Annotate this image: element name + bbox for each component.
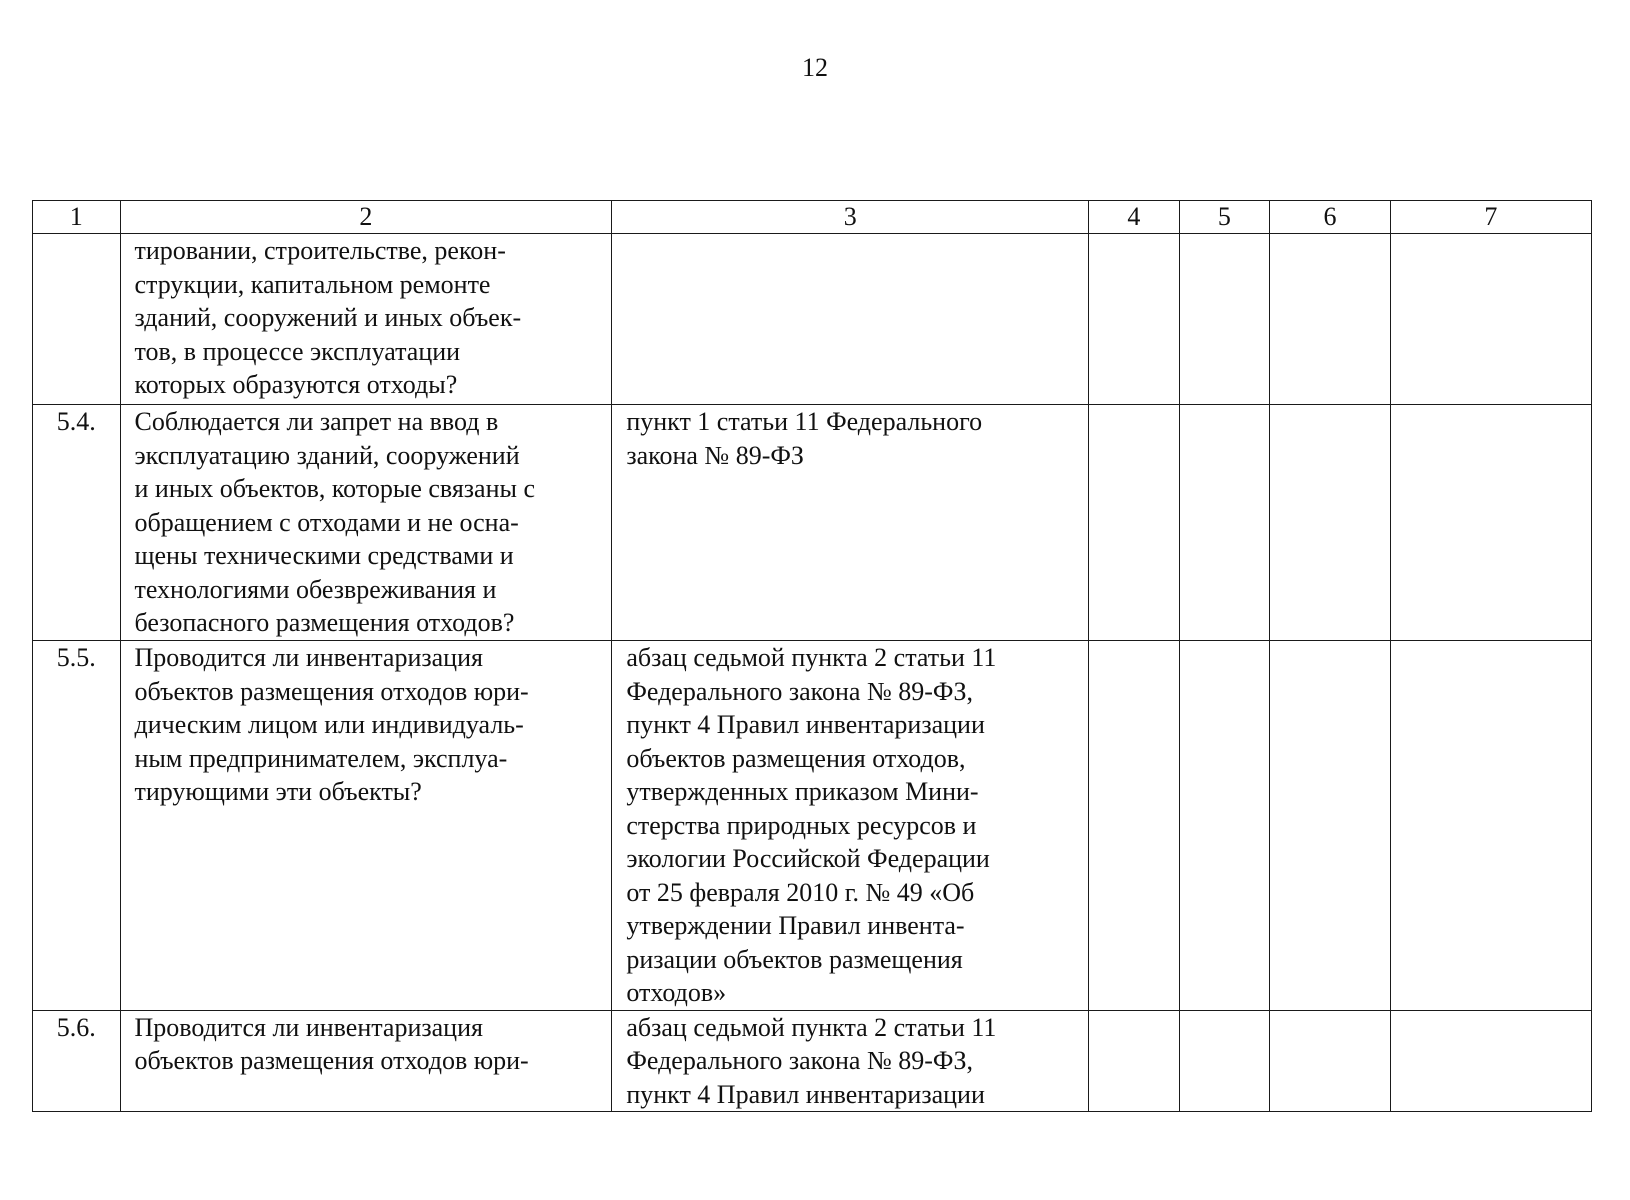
question-cell [120,641,612,1011]
basis-line: объектов размещения отходов, [626,743,966,773]
question-line: которых образуются отходы? [134,370,458,399]
question-line: безопасного размещения отходов? [134,608,515,637]
basis-line: Федерального закона № 89-ФЗ, [626,676,973,706]
answer-cell-col4 [1089,641,1180,1011]
legal-basis-cell [612,405,1089,641]
question-line: щены техническими средствами и [134,541,514,570]
column-header-7: 7 [1390,201,1591,234]
column-header-4: 4 [1089,201,1180,234]
question-cell [120,1010,612,1112]
question-line: обращением с отходами и не осна- [134,507,519,537]
row-number-cell: 5.5. [33,641,121,1011]
basis-line: пункт 1 статьи 11 Федерального [626,407,983,436]
legal-basis-cell [612,641,1089,1011]
question-line: тировании, строительстве, рекон- [134,236,506,265]
column-header-5: 5 [1179,201,1270,234]
answer-cell-col6 [1270,234,1391,405]
question-line: дическим лицом или индивидуаль- [134,710,524,739]
table-row-continuation [33,234,1592,405]
answer-cell-col7 [1390,234,1591,405]
column-header-2: 2 [120,201,612,234]
question-line: тов, в процессе эксплуатации [134,336,461,366]
question-cell [120,234,612,405]
table-row-5-5 [33,641,1592,1011]
basis-line: от 25 февраля 2010 г. № 49 «Об [626,877,975,907]
row-number-cell: 5.4. [33,405,121,641]
table-row-5-4 [33,405,1592,641]
answer-cell-col7 [1390,1010,1591,1112]
answer-cell-col5 [1179,641,1270,1011]
basis-line: пункт 4 Правил инвентаризации [626,1079,985,1109]
answer-cell-col5 [1179,1010,1270,1112]
answer-cell-col5 [1179,234,1270,405]
question-line: объектов размещения отходов юри- [134,1046,529,1075]
basis-line: абзац седьмой пункта 2 статьи 11 [626,643,997,672]
question-line: тирующими эти объекты? [134,777,422,806]
basis-line: стерства природных ресурсов и [626,810,977,840]
basis-line: утверждении Правил инвента- [626,911,965,940]
answer-cell-col6 [1270,1010,1391,1112]
basis-line: Федерального закона № 89-ФЗ, [626,1046,973,1075]
page-number: 12 [802,53,828,82]
basis-line: утвержденных приказом Мини- [626,777,979,806]
question-line: Соблюдается ли запрет на ввод в [134,407,499,436]
question-line: Проводится ли инвентаризация [134,643,483,672]
question-line: эксплуатацию зданий, сооружений [134,440,520,470]
answer-cell-col7 [1390,405,1591,641]
question-line: объектов размещения отходов юри- [134,676,529,706]
question-line: и иных объектов, которые связаны с [134,474,536,503]
basis-line: закона № 89-ФЗ [626,440,804,470]
table-header-row [33,201,1592,234]
question-cell [120,405,612,641]
question-line: ным предпринимателем, эксплуа- [134,743,508,773]
answer-cell-col5 [1179,405,1270,641]
answer-cell-col4 [1089,234,1180,405]
question-line: Проводится ли инвентаризация [134,1012,483,1042]
answer-cell-col6 [1270,405,1391,641]
basis-line: пункт 4 Правил инвентаризации [626,710,985,739]
row-number-cell [33,234,121,405]
question-line: зданий, сооружений и иных объек- [134,303,522,332]
answer-cell-col4 [1089,1010,1180,1112]
basis-line: ризации объектов размещения [626,944,963,974]
legal-basis-cell [612,234,1089,405]
answer-cell-col6 [1270,641,1391,1011]
answer-cell-col4 [1089,405,1180,641]
table-row-5-6 [33,1010,1592,1112]
column-header-1: 1 [33,201,121,234]
basis-line: отходов» [626,978,727,1007]
answer-cell-col7 [1390,641,1591,1011]
question-line: технологиями обезвреживания и [134,574,497,604]
checklist-table [32,200,1592,1112]
basis-line: абзац седьмой пункта 2 статьи 11 [626,1012,997,1042]
column-header-3: 3 [612,201,1089,234]
basis-line: экологии Российской Федерации [626,844,990,873]
legal-basis-cell [612,1010,1089,1112]
row-number-cell: 5.6. [33,1010,121,1112]
column-header-6: 6 [1270,201,1391,234]
question-line: струкции, капитальном ремонте [134,269,491,299]
